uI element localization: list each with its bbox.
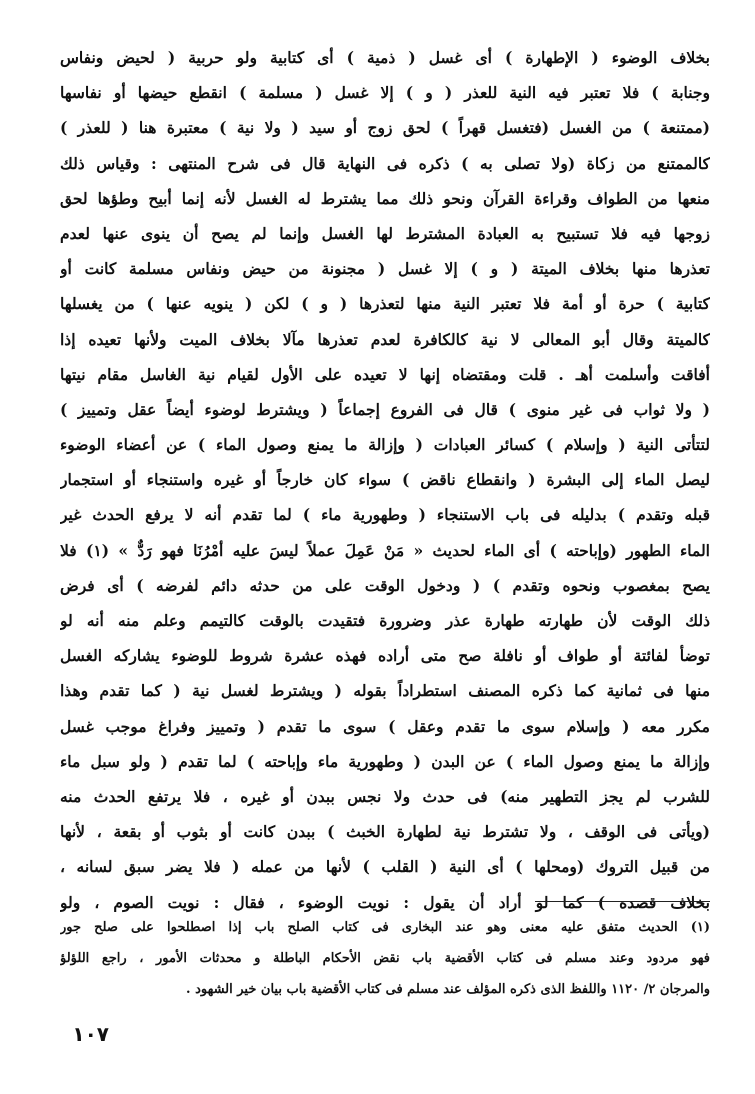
main-text xyxy=(60,40,710,920)
text-line: أفاقت وأسلمت أهـ . قلت ومقتضاه إنها لا تعيده على الأول لقيام نية الغاسل مقام نيتها xyxy=(60,364,710,384)
text-line: الماء الطهور (وإباحته ) أى الماء لحديث « مَنْ عَمِلَ عملاً ليسَ عليه أمْرُنَا فهو رَدٌّ » (١) فلا xyxy=(60,540,710,560)
text-line: لتتأتى النية ( وإسلام ) كسائر العبادات ( وإزالة ما يمنع وصول الماء ) عن أعضاء الوضوء xyxy=(60,435,710,455)
text-line: ( ولا ثواب فى غير منوى ) قال فى الفروع إجماعاً ( ويشترط لوضوء أيضاً عقل وتمييز ) xyxy=(60,399,710,419)
footnotes xyxy=(60,912,710,1005)
text-line: ليصل الماء إلى البشرة ( وانقطاع ناقض ) سواء كان خارجاً أو غيره واستنجاء أو استجمار xyxy=(60,470,710,490)
text-line: قبله وتقدم ) بدليله فى باب الاستنجاء ( وطهورية ماء ) لما تقدم أنه لا يرفع الحدث غير xyxy=(60,505,710,525)
text-line: بخلاف الوضوء ( الإطهارة ) أى غسل ( ذمية ) أى كتابية ولو حربية ( لحيض ونفاس xyxy=(60,48,710,67)
text-line: وجنابة ) فلا تعتبر فيه النية للعذر ( و ) إلا غسل ( مسلمة ) انقطع حيضها أو نفاسها xyxy=(60,83,710,103)
text-line: مكرر معه ( وإسلام سوى ما تقدم وعقل ) سوى ما تقدم ( وتمييز وفراغ موجب غسل xyxy=(60,716,710,736)
footnote-separator xyxy=(535,901,710,902)
text-line: كتابية ) حرة أو أمة فلا تعتبر النية منها لتعذرها ( و ) لكن ( ينويه عنها ) من يغسلها xyxy=(60,294,710,314)
footnote-line: (١) الحديث متفق عليه معنى وهو عند البخارى فى كتاب الصلح باب إذا اصطلحوا على صلح جور xyxy=(60,920,710,935)
text-line: (ويأتى فى الوقف ، ولا تشترط نية لطهارة الخبث ) ببدن كانت أو بثوب أو بقعة ، لأنها xyxy=(60,822,710,842)
footnote-line: فهو مردود وعند مسلم فى كتاب الأقضية باب نقض الأحكام الباطلة و محدثات الأمور ، راجع اللؤلؤ xyxy=(60,951,710,966)
footnote-line: والمرجان ٢/ ١١٢٠ واللفظ الذى ذكره المؤلف عند مسلم فى كتاب الأقضية باب بيان خير الشهود . xyxy=(186,982,710,997)
text-line: كالميتة وقال أبو المعالى لا نية كالكافرة لعدم تعذرها مآلا بخلاف الميت ولأنها تعيده إذا xyxy=(60,329,710,349)
text-line: تعذرها منها بخلاف الميتة ( و ) إلا غسل ( مجنونة من حيض ونفاس مسلمة كانت أو xyxy=(60,259,710,279)
text-line: من قبيل التروك (ومحلها ) أى النية ( القلب ) لأنها من عمله ( فلا يضر سبق لسانه ، xyxy=(60,857,710,877)
text-line: زوجها فيه فلا تستبيح به العبادة المشترط لها الغسل وإنما لم يصح أن ينوى عنها لعدم xyxy=(60,223,710,243)
text-line: منها فى ثمانية كما ذكره المصنف استطراداً بقوله ( ويشترط لغسل نية ( كما تقدم وهذا xyxy=(60,681,710,701)
text-line: ذلك الوقت لأن طهارته طهارة عذر وضرورة فتقيدت بالوقت كالتيمم وعلم منه أنه لو xyxy=(60,611,710,630)
text-line: يصح بمغصوب ونحوه وتقدم ) ( ودخول الوقت على من حدثه دائم لفرضه ) أى فرض xyxy=(60,575,710,595)
text-line: بخلاف قصده ) كما لو أراد أن يقول : نويت الوضوء ، فقال : نويت الصوم ، ولو xyxy=(60,892,710,912)
text-line: منعها من الطواف وقراءة القرآن ونحو ذلك مما يشترط له الغسل لأنه إنما أبيح وطؤها لحق xyxy=(60,188,710,208)
text-line: توضأ لفائتة أو طواف أو نافلة صح متى أراده فهذه عشرة شروط للوضوء يشاركه الغسل xyxy=(60,646,710,666)
text-line: كالممتنع من زكاة (ولا تصلى به ) ذكره فى النهاية قال فى شرح المنتهى : وقياس ذلك xyxy=(60,153,710,173)
text-line: للشرب لم يجز التطهير منه) فى حدث ولا نجس ببدن أو غيره ، فلا يرتفع الحدث منه xyxy=(60,786,710,806)
page-number: ١٠٧ xyxy=(72,1022,109,1046)
text-line: وإزالة ما يمنع وصول الماء ) عن البدن ( وطهورية ماء وإباحته ) لما تقدم ( ولو سبل ماء xyxy=(60,751,710,771)
text-line: (ممتنعة ) من الغسل (فتغسل قهراً ) لحق زوج أو سيد ( ولا نية ) معتبرة هنا ( للعذر ) xyxy=(60,118,710,138)
